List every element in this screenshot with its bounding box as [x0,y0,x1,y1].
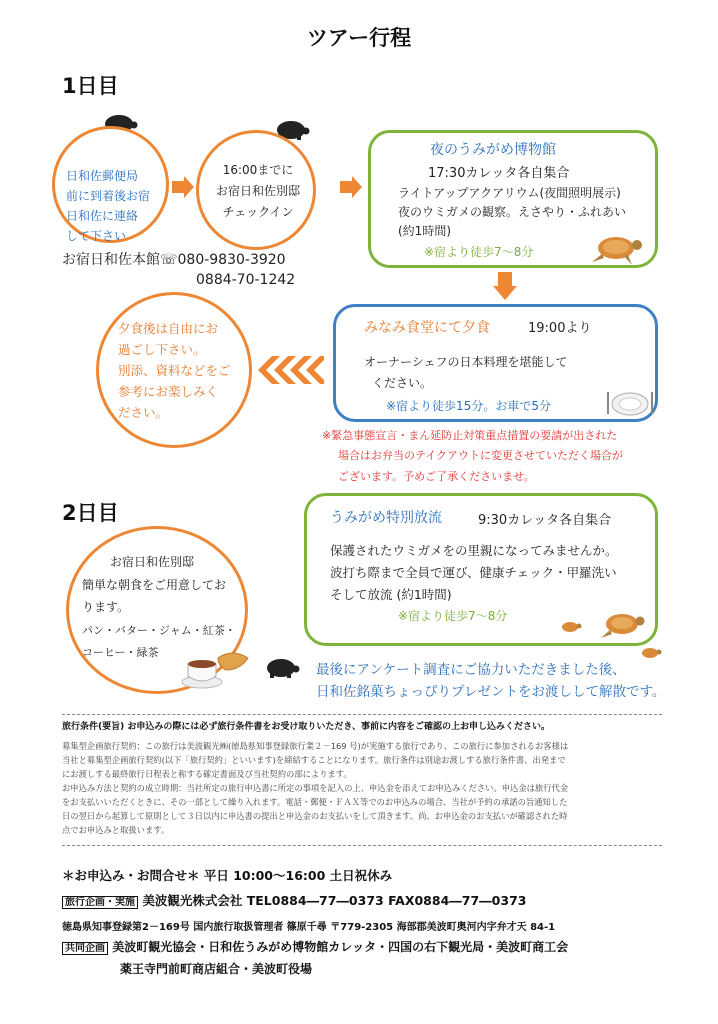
breakfast-line: 簡単な朝食をご用意してお [82,578,227,592]
terms-line: をお支払いいただくときに、その一部として繰り入れます。電話・郵便・ＦＡＸ等でのお申込みの場合、当社が予約の承諾の旨通知した [62,797,568,807]
release-access: ※宿より徒歩7～8分 [398,609,508,623]
sea-turtle-icon [588,228,646,268]
release-time: 9:30カレッタ各自集合 [478,513,612,528]
emergency-notice: ※緊急事態宣言・まん延防止対策重点措置の要請が出された [322,429,618,442]
emergency-notice: 場合はお弁当のテイクアウトに変更させていただく場合が [338,449,624,462]
chevron-left-icon [258,356,324,384]
planner-tag: 旅行企画・実施 [62,896,138,909]
registration-line: 徳島県知事登録第2－169号 国内旅行取扱管理者 篠原千尋 〒779-2305 海部郡美波町奥河内字弁才天 84-1 [62,922,556,933]
closing-line: 日和佐銘菓ちょっぴりプレゼントをお渡しして解散です。 [316,684,666,700]
free-time-text: 夕食後は自由にお 過ごし下さい。 別添、資料などをご 参考にお楽しみく ださい。 [118,321,231,420]
turtle-silhouette-icon [262,656,300,678]
emergency-notice: ございます。予めご了承くださいませ。 [338,470,535,483]
breakfast-line: お宿日和佐別邸 [110,555,195,569]
dinner-title: みなみ食堂にて夕食 [364,320,490,336]
museum-line: (約1時間) [398,224,451,238]
arrow-down-icon [493,272,517,300]
dinner-line: オーナーシェフの日本料理を堪能して [364,355,568,369]
terms-heading: 旅行条件(要旨) お申込みの際には必ず旅行条件書をお受け取りいただき、事前に内容をご確認の上お申し込みください。 [62,722,551,732]
closing-line: 最後にアンケート調査にご協力いただきました後、 [316,662,626,678]
breakfast-line: パン・バター・ジャム・紅茶・ [82,624,236,637]
dinner-time: 19:00より [528,321,592,336]
sea-turtle-icon [560,620,582,634]
day2-label: 2日目 [62,501,119,525]
inquiry-hours: ＊お申込み・お問合せ＊ 平日 10:00～16:00 土日祝休み [62,868,393,883]
joint-planning-line-2: 薬王寺門前町商店組合・美波町役場 [120,962,313,976]
release-line: 保護されたウミガメをの里親になってみませんか。 [330,543,618,558]
museum-title: 夜のうみがめ博物館 [430,142,556,158]
joint-planning-line: 共同企画 美波町観光協会・日和佐うみがめ博物館カレッタ・四国の右下観光局・美波町商工会 [62,938,568,955]
sea-turtle-icon [598,606,648,642]
day1-label: 1日目 [62,74,119,98]
terms-line: 募集型企画旅行契約：この旅行は美波観光㈱(徳島県知事登録旅行業２－169 号)が実施する旅行であり、この旅行に参加されるお客様は [62,741,569,751]
terms-line: 点でお申込みと取扱います。 [62,825,170,835]
release-line: 波打ち際まで全員で運び、健康チェック・甲羅洗い [330,565,617,580]
inn-contact-alt: 0884-70-1242 [196,272,296,288]
museum-line: ライトアップアクアリウム(夜間照明展示) [398,186,621,200]
divider [62,714,662,715]
terms-line: 日の翌日から起算して原則として３日以内に申込書の提出と申込金のお支払いをして頂きます。尚、お申込金のお支払いが確認された時 [62,811,568,821]
arrow-right-icon [340,176,362,198]
sea-turtle-icon [640,646,662,660]
dinner-access: ※宿より徒歩15分。お車で5分 [386,399,551,413]
planner-line: 旅行企画・実施 美波観光株式会社 TEL0884―77―0373 FAX0884―77―0373 [62,891,526,909]
museum-meeting: 17:30カレッタ各自集合 [428,166,570,181]
museum-access: ※宿より徒歩7～8分 [424,245,534,259]
page-title: ツアー行程 [306,26,412,50]
dinner-line: ください。 [372,376,433,390]
release-line: そして放流 (約1時間) [330,587,452,602]
terms-line: にお渡しする最終旅行日程表と称する確定書面及び当社契約の部によります。 [62,769,352,779]
terms-line: お申込み方法と契約の成立時期：当社所定の旅行申込書に所定の事項を記入の上、申込金を添えてお申込みください。申込金は旅行代金 [62,783,569,793]
joint-tag: 共同企画 [62,942,108,955]
plate-cutlery-icon [604,388,656,418]
coffee-croissant-icon [180,648,252,692]
step-arrival-text: 日和佐郵便局 前に到着後お宿 日和佐に連絡 して下さい [66,169,151,243]
museum-line: 夜のウミガメの観察。えさやり・ふれあい [398,205,627,219]
arrow-right-icon [172,176,194,198]
inn-contact: お宿日和佐本館☏080-9830-3920 [62,252,286,268]
terms-line: 当社と募集型企画旅行契約(以下「旅行契約」といいます)を締結することになります。旅行条件は別途お渡しする旅行条件書、出発まで [62,755,566,765]
breakfast-line: ります。 [82,600,130,614]
step-checkin-text: 16:00までに お宿日和佐別邸 チェックイン [215,163,300,219]
breakfast-line: コーヒー・緑茶 [82,646,159,659]
divider [62,845,662,846]
release-title: うみがめ特別放流 [330,510,442,526]
